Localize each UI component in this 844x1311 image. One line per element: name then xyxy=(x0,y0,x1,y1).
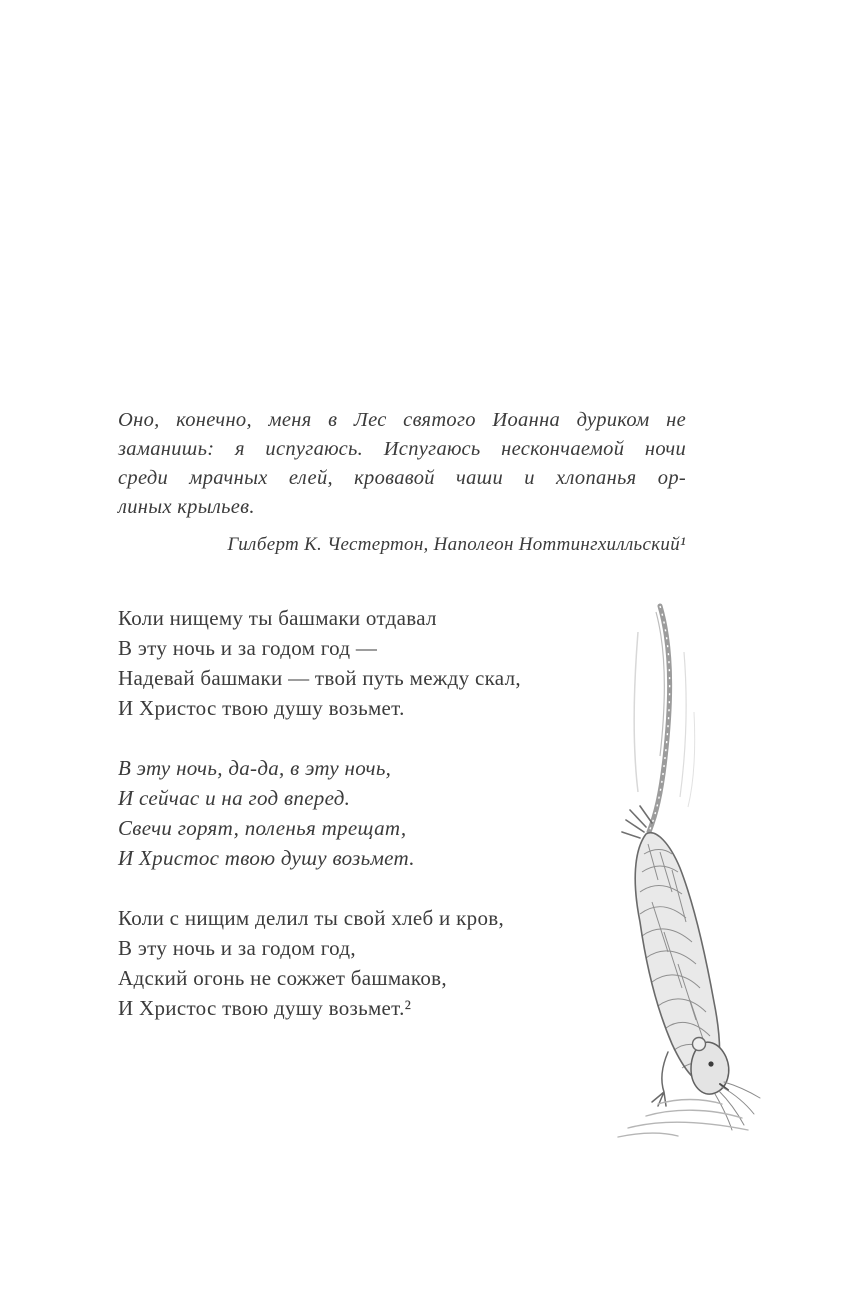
epigraph-line: линых крыльев. xyxy=(118,496,255,518)
poem-line: В эту ночь и за годом год, xyxy=(118,936,356,960)
epigraph xyxy=(118,406,686,522)
poem-line: И сейчас и на год вперед. xyxy=(118,786,351,810)
poem-line: Коли нищему ты башмаки отдавал xyxy=(118,606,437,630)
poem-line: И Христос твою душу возьмет. xyxy=(118,696,405,720)
epigraph-line: заманишь: я испугаюсь. Испугаюсь нескончаемой ночи xyxy=(118,438,686,460)
poem-line: Свечи горят, поленья трещат, xyxy=(118,816,407,840)
epigraph-attribution: Гилберт К. Честертон, Наполеон Ноттингхилльский¹ xyxy=(227,534,686,555)
poem-line: В эту ночь и за годом год — xyxy=(118,636,378,660)
poem-stanza xyxy=(118,753,618,873)
poem-stanza xyxy=(118,903,618,1023)
poem-line: И Христос твою душу возьмет. xyxy=(118,846,415,870)
epigraph-line: Оно, конечно, меня в Лес святого Иоанна дуриком не xyxy=(118,409,686,431)
epigraph-line: среди мрачных елей, кровавой чаши и хлопанья ор- xyxy=(118,467,686,489)
poem-line: И Христос твою душу возьмет.² xyxy=(118,996,412,1020)
rat-illustration-icon xyxy=(598,592,778,1142)
poem xyxy=(118,603,618,1053)
poem-stanza xyxy=(118,603,618,723)
poem-line: В эту ночь, да-да, в эту ночь, xyxy=(118,756,392,780)
poem-line: Адский огонь не сожжет башмаков, xyxy=(118,966,447,990)
poem-line: Надевай башмаки — твой путь между скал, xyxy=(118,666,521,690)
poem-line: Коли с нищим делил ты свой хлеб и кров, xyxy=(118,906,505,930)
